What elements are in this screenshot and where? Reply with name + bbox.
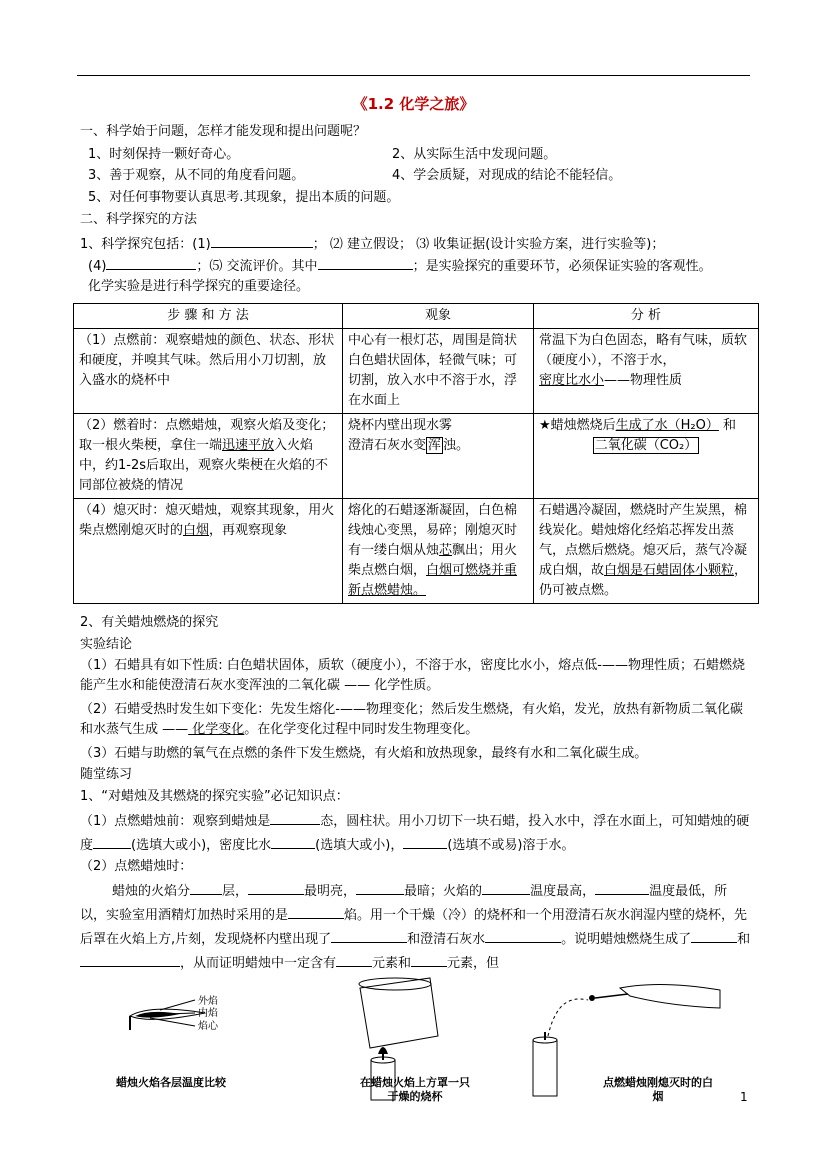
- blank[interactable]: [318, 256, 413, 270]
- s4-q3: （2）点燃蜡烛时：: [80, 859, 193, 874]
- s4-q2c: (选填大或小)，密度比水: [131, 838, 272, 853]
- s4-q2e: (选填不或易)溶于水。: [447, 838, 575, 853]
- r2-step: [74, 414, 343, 499]
- r3-obs-underlined: 芯: [439, 543, 453, 558]
- section1-heading: 一、科学始于问题，怎样才能发现和提出问题呢？: [80, 124, 367, 139]
- s1-item3: 3、善于观察，从不同的角度看问题。: [88, 168, 305, 183]
- s4-p10: 和: [737, 932, 751, 947]
- r2-obs-boxed: 浑: [428, 438, 442, 453]
- blank[interactable]: [595, 881, 649, 895]
- s3-line2: 实验结论: [80, 637, 133, 652]
- page-number: 1: [740, 1090, 748, 1104]
- r3-obs-underlined-tail: 白烟可燃烧并重新点燃蜡烛。: [348, 563, 518, 598]
- header-observation: 观象: [343, 304, 534, 329]
- blank[interactable]: [482, 881, 530, 895]
- s3-p2a: （2）石蜡受热时发生如下变化：先发生熔化-——物理变化；然后发生燃烧，有火焰，发光，放热有新物质二氧化碳和水蒸气生成 ——: [80, 702, 743, 737]
- s2-l1b: ； ⑵ 建立假设； ⑶ 收集证据(设计实验方案，进行实验等)；: [312, 237, 665, 252]
- r2-step-underlined: 迅速平放: [222, 438, 275, 453]
- r3-step-tail: ，再观察现象: [209, 523, 288, 538]
- s4-q2b: 态，圆柱状。用小刀切下一块石蜡，投入水中，浮在水面上，可知蜡烛的硬度: [80, 814, 750, 853]
- r2-obs-line1: 烧杯内壁出现水雾: [348, 418, 453, 433]
- r1-ana-tail: ——物理性质: [604, 373, 683, 388]
- blank[interactable]: [248, 881, 304, 895]
- r3-ana-tail: ，仍可被点燃。: [539, 563, 748, 598]
- blank[interactable]: [211, 234, 313, 248]
- s1-item2: 2、从实际生活中发现问题。: [392, 147, 557, 162]
- flame-label-core: 焰心: [198, 1021, 218, 1032]
- r2-step-text: （2）燃着时：点燃蜡烛，观察火焰及变化；取一根火柴梗，拿住一端: [79, 418, 335, 453]
- s4-q2: [80, 810, 752, 858]
- r3-obs-text: 熔化的石蜡逐渐凝固，白色棉线烛心变黑，易碎；刚熄灭时有一缕白烟从烛: [348, 503, 518, 558]
- r2-ana-boxed: 二氧化碳（CO₂）: [594, 438, 698, 453]
- s3-line1: 2、有关蜡烛燃烧的探究: [80, 615, 219, 630]
- blank[interactable]: [403, 835, 447, 849]
- s3-para1: [80, 656, 752, 696]
- r2-ana-text: ★蜡烛燃烧后: [539, 418, 616, 433]
- s2-l1a: 1、科学探究包括：(1): [80, 237, 211, 252]
- r3-step: [74, 499, 343, 604]
- r2-obs-line2: 澄清石灰水变: [348, 438, 427, 453]
- page-title: 《1.2 化学之旅》: [352, 95, 475, 113]
- s3-p2c: 。在化学变化过程中同时发生物理变化。: [244, 722, 479, 737]
- blank[interactable]: [93, 835, 131, 849]
- blank[interactable]: [336, 953, 372, 967]
- figure1-caption: 蜡烛火焰各层温度比较: [116, 1076, 226, 1089]
- s3-line3: 随堂练习: [80, 767, 133, 782]
- s3-p2b: 化学变化: [188, 722, 245, 737]
- r1-analysis: [534, 329, 759, 414]
- s4-p6: 温度最低，所以，实验室用酒精灯加热时采用的是: [80, 884, 728, 923]
- s4-p13: 元素，但: [447, 956, 500, 971]
- flame-label-outer: 外焰: [198, 996, 218, 1007]
- table-row: [74, 329, 759, 414]
- r1-ana-underlined: 密度比水小: [539, 373, 605, 388]
- top-rule: [77, 75, 750, 76]
- blank[interactable]: [270, 811, 320, 825]
- r3-obs-mid: 飘出；用火柴点燃白烟，: [348, 543, 518, 578]
- r2-obs-tail: 浊。: [443, 438, 470, 453]
- figure3-caption: 点燃蜡烛刚熄灭时的白烟: [603, 1076, 713, 1103]
- flame-label-inner: 内焰: [198, 1008, 218, 1019]
- r1-observation: 中心有一根灯芯，周围是筒状白色蜡状固体，轻微气味；可切割，放入水中不溶于水，浮在水面上: [343, 329, 534, 414]
- s2-line1: [80, 234, 664, 254]
- s1-item5: 5、对任何事物要认真思考.其现象，提出本质的问题。: [88, 190, 400, 205]
- r2-observation: [343, 414, 534, 499]
- s4-p2: 层，: [222, 884, 249, 899]
- blank[interactable]: [288, 905, 344, 919]
- s3-p1a: （1）石蜡具有如下性质: 白色蜡状固体，质软（硬度小），不溶于水，密度比水小，熔点低-——物理性质；石蜡燃烧能产生水和能使澄清石灰水变浑浊的: [80, 658, 745, 693]
- s4-p3: 最明亮，: [304, 884, 357, 899]
- r3-ana-underlined: 白烟是石蜡固体小颗粒: [604, 563, 735, 578]
- s4-p8: 和澄清石灰水: [407, 932, 486, 947]
- s2-l2c: ；是实验探究的重要环节，必须保证实验的客观性。: [412, 259, 712, 274]
- s4-p4: 最暗；火焰的: [404, 884, 483, 899]
- blank[interactable]: [331, 929, 407, 943]
- figures: [0, 968, 827, 1118]
- section2-heading: 二、科学探究的方法: [80, 212, 198, 227]
- header-steps: 步 骤 和 方 法: [74, 304, 343, 329]
- r3-analysis: [534, 499, 759, 604]
- table-row: [74, 414, 759, 499]
- s4-p12: 元素和: [372, 956, 412, 971]
- blank[interactable]: [691, 929, 737, 943]
- s1-item1: 1、时刻保持一颗好奇心。: [88, 147, 240, 162]
- table-row: [74, 499, 759, 604]
- r3-observation: [343, 499, 534, 604]
- s2-line2: [88, 256, 712, 276]
- experiment-table: [73, 303, 759, 604]
- r3-ana-text: 石蜡遇冷凝固，燃烧时产生炭黑，棉线炭化。蜡烛熔化经焰芯挥发出蒸气，点燃后燃烧。熄灭后，蒸气冷凝成白烟，故: [539, 503, 748, 578]
- s2-l2b: ；⑸ 交流评价。其中: [196, 259, 318, 274]
- s4-p1: 蜡烛的火焰分: [112, 884, 191, 899]
- r3-step-underlined: 白烟: [183, 523, 210, 538]
- r1-step: （1）点燃前：观察蜡烛的颜色、状态、形状和硬度，并嗅其气味。然后用小刀切割，放入盛水的烧杯中: [74, 329, 343, 414]
- r3-step-text: （4）熄灭时：熄灭蜡烛，观察其现象，用火柴点燃刚熄灭时的: [79, 503, 335, 538]
- s4-p9: 。说明蜡烛燃烧生成了: [561, 932, 692, 947]
- r2-analysis: [534, 414, 759, 499]
- s3-para2: [80, 700, 752, 740]
- header-analysis: 分 析: [534, 304, 759, 329]
- blank[interactable]: [356, 881, 404, 895]
- blank[interactable]: [271, 835, 315, 849]
- blank[interactable]: [411, 953, 447, 967]
- blank[interactable]: [190, 881, 222, 895]
- s4-p7: 焰。用一个干燥（冷）的烧杯和一个用澄清石灰水润湿内壁的烧杯，先后罩在火焰上方,片刻，发现烧杯内壁出现了: [80, 908, 748, 947]
- s2-line3: 化学实验是进行科学探究的重要途径。: [88, 279, 310, 294]
- s3-p1c: —— 化学性质。: [340, 678, 440, 693]
- s4-q2a: （1）点燃蜡烛前：观察到蜡烛是: [80, 814, 271, 829]
- blank[interactable]: [106, 256, 196, 270]
- figure2-caption: 在蜡烛火焰上方罩一只干燥的烧杯: [360, 1076, 470, 1103]
- r2-ana-and: 和: [723, 418, 737, 433]
- s4-para: [80, 880, 752, 976]
- s3-para3: （3）石蜡与助燃的氧气在点燃的条件下发生燃烧，有火焰和放热现象，最终有水和二氧化碳生成。: [80, 746, 648, 761]
- s1-item4: 4、学会质疑，对现成的结论不能轻信。: [392, 168, 622, 183]
- s2-l2a: (4): [88, 259, 107, 274]
- blank[interactable]: [80, 953, 180, 967]
- r2-step-tail: 入火焰中，约1-2s后取出，观察火柴梗在火焰的不同部位被烧的情况: [79, 438, 329, 493]
- table-header-row: [74, 304, 759, 329]
- r1-ana-text: 常温下为白色固态，略有气味，质软（硬度小），不溶于水，: [539, 333, 748, 368]
- s3-p1b: 二氧化碳: [288, 678, 341, 693]
- blank[interactable]: [485, 929, 561, 943]
- s4-p5: 温度最高，: [530, 884, 596, 899]
- r2-ana-underlined: 生成了水（H₂O）: [615, 418, 719, 433]
- s4-q1: 1、“对蜡烛及其燃烧的探究实验”必记知识点：: [80, 789, 349, 804]
- s4-q2d: (选填大或小)，: [315, 838, 404, 853]
- s4-p11: ，从而证明蜡烛中一定含有: [180, 956, 337, 971]
- candle-flame-layers-figure: [130, 1000, 205, 1030]
